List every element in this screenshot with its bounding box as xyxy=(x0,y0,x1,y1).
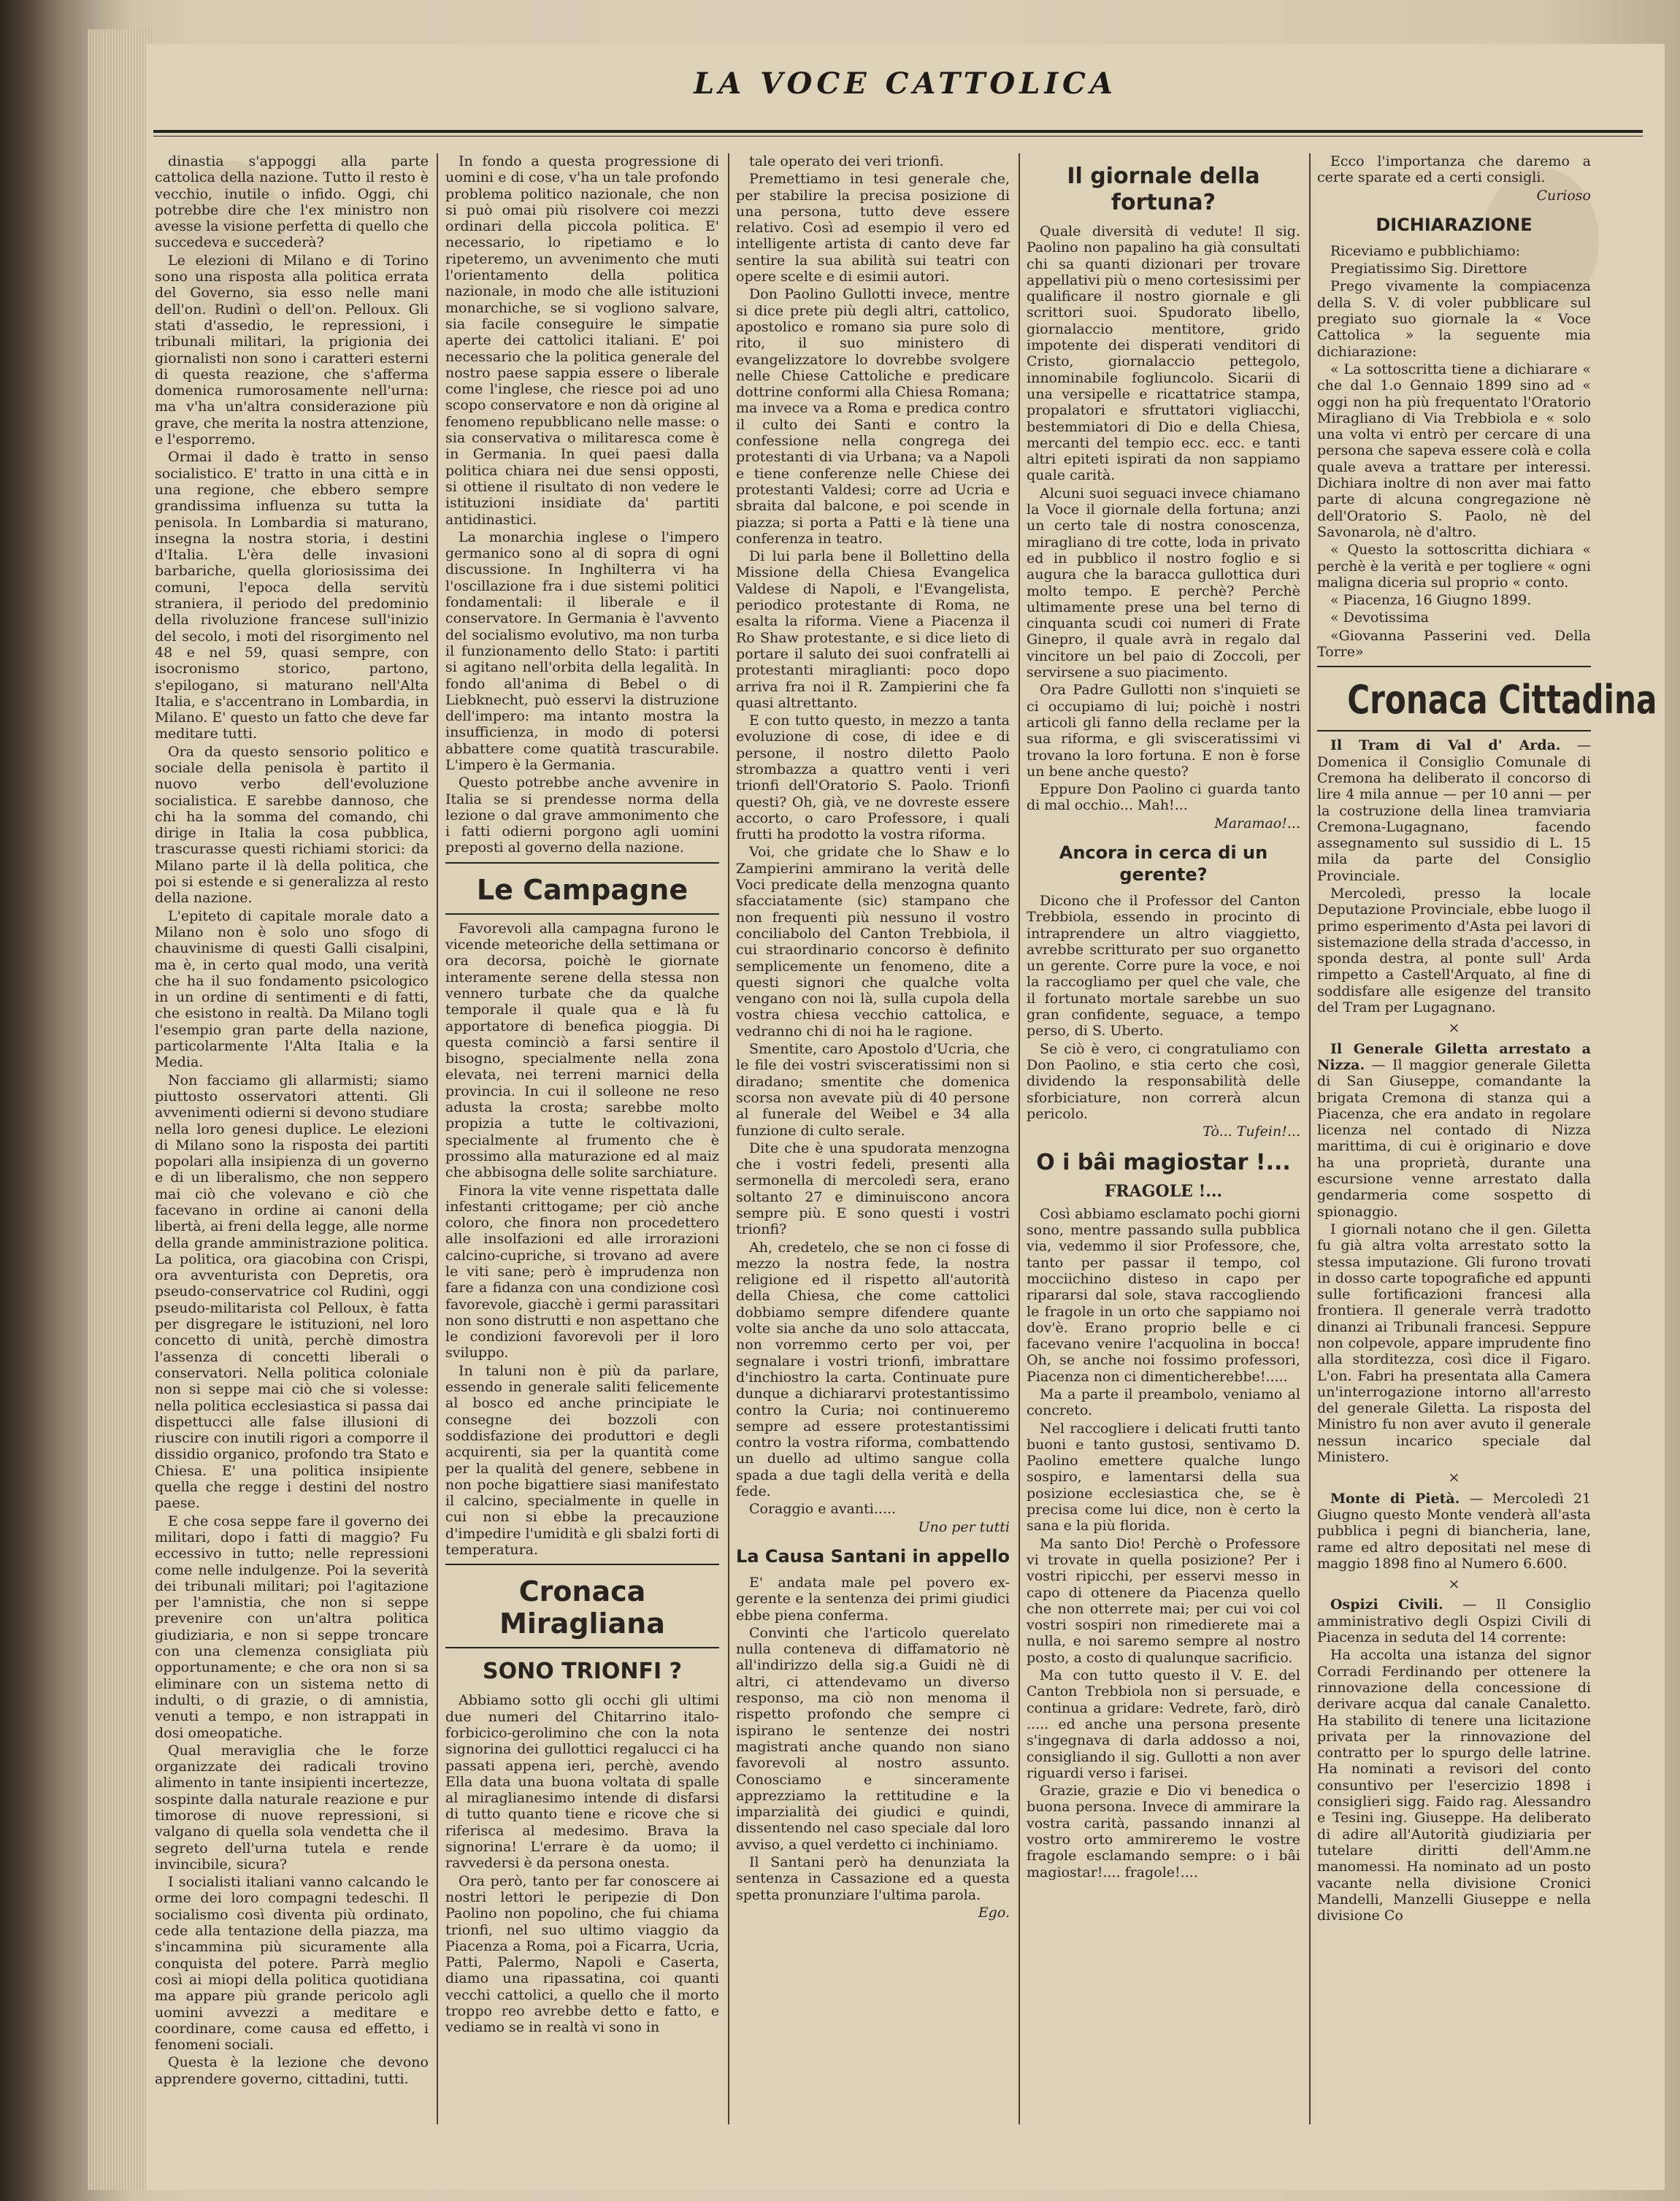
section-rule xyxy=(445,862,719,864)
article-paragraph: Don Paolino Gullotti invece, mentre si dice prete più degli altri, cattolico, apostolico e romano sia pure solo di rito, il suo ministero di evangelizzatore lo dovrebbe svolgere nelle Chiese Cattoliche e predicare dottrine conformi alla Chiesa Romana; ma invece va a Roma e predica contro il culto dei Santi e contro la confessione nella congrega dei protestanti di via Urbana; va a Napoli e tiene conferenze nelle Chiese dei protestanti Valdesi; corre ad Ucria e sbraita dal balcone, e poi scende in piazza; si porta a Patti e là tiene una conferenza in teatro. xyxy=(736,286,1010,547)
section-rule xyxy=(1317,730,1591,731)
news-item-more: Mercoledì, presso la locale Deputazione Provinciale, ebbe luogo il primo esperimento d'Asta pei lavori di sistemazione della strada d'accesso, in sponda destra, al ponte sull' Arda rimpetto a Castell'Arquato, al fine di soddisfare alle esigenze del transito del Tram per Lugagnano. xyxy=(1317,885,1591,1016)
article-signature: Maramao!... xyxy=(1214,815,1300,831)
article-paragraph: Eppure Don Paolino ci guarda tanto di mal occhio... Mah!... xyxy=(1027,781,1300,814)
news-item-text: — Il Consiglio amministrativo degli Ospizi Civili di Piacenza in seduta del 14 corrente: xyxy=(1317,1597,1591,1646)
article-paragraph: Ma santo Dio! Perchè o Professore vi trovate in quella posizione? Per i vostri ripicchi, per esservi messo in capo di ottenere da Piacenza quello che non otterrete mai; per cui voi col vostri sospiri non rimedierete mai a nulla, e noi saremo sempre al nostro posto, a costo di qualunque sacrificio. xyxy=(1027,1535,1300,1666)
article-paragraph: dinastia s'appoggi alla parte cattolica della nazione. Tutto il resto è vecchio, inutile o infido. Oggi, chi potrebbe dire che l'ex ministro non avesse la visione perfetta di quello che succedeva e succederà? xyxy=(155,153,429,251)
column-divider xyxy=(728,153,729,2124)
article-paragraph: L'epiteto di capitale morale dato a Milano non è solo uno sfogo di chauvinisme di questi Galli cisalpini, ma è, in certo qual modo, una verità che ha il suo fondamento psicologico in un ordine di sentimenti e di fatti, che esistono in realtà. Da Milano togli l'esempio gran parte della nazione, particolarmente l'Alta Italia e la Media. xyxy=(155,907,429,1071)
header-rule-thin xyxy=(153,136,1643,137)
news-item xyxy=(1317,1597,1591,1645)
section-title-cronaca-cittadina: Cronaca Cittadina xyxy=(1347,677,1657,723)
article-paragraph: tale operato dei veri trionfi. xyxy=(749,153,944,169)
article-paragraph: In fondo a questa progressione di uomini e di cose, v'ha un tale profondo problema politico nazionale, che non si può omai più risolvere coi mezzi ordinari della piccola politica. E' necessario, lo ripetiamo e lo ripeteremo, un avvenimento che muti l'orientamento della politica nazionale, in modo che alle istituzioni monarchiche, se si vogliono salvare, sia facile conseguire le simpatie aperte dei cattolici italiani. E' poi necessario che la politica generale del nostro paese sappia essere o liberale come l'inglese, che riesce poi ad uno scopo conservatore e non dà origine al fenomeno repubblicano nelle masse: o sia conservativa o militaresca come è in Germania. In quei paesi dalla politica chiara nei due sensi opposti, si ottiene il risultato di non vedere le istituzioni insidiate da' partiti antidinastici. xyxy=(445,153,719,528)
article-paragraph: In taluni non è più da parlare, essendo in generale saliti felicemente al bosco ed anche principiate le consegne dei bozzoli con soddisfazione dei produttori e degli acquirenti, sia per la quantità come per la qualità del genere, sebbene in non poche bigattiere siasi manifestato il calcino, specialmente in quelle in cui non si ebbe la precauzione d'impedire l'umidità e gli sbalzi forti di temperatura. xyxy=(445,1362,719,1559)
column-4 xyxy=(1027,153,1300,2124)
news-item-more: I giornali notano che il gen. Giletta fu già altra volta arrestato sotto la stessa imputazione. Gli furono trovati in dosso carte topografiche ed appunti sulle fortificazioni francesi alla frontiera. Il generale verrà tradotto dinanzi ai Tribunali francesi. Seppure non colpevole, appare imprudente fino alla storditezza, così dice il Figaro. L'on. Fabri ha presentata alla Camera un'interrogazione intorno all'arresto del generale Giletta. La risposta del Ministro fu non aver avuto il generale nessun incarico speciale dal Ministero. xyxy=(1317,1221,1591,1466)
article-paragraph: Smentite, caro Apostolo d'Ucria, che le file dei vostri svisceratissimi non si diradano; smentite che domenica scorsa non avevate più di 40 persone al funerale del Weibel e 34 alla funzione di culto serale. xyxy=(736,1041,1010,1139)
masthead-title: LA VOCE CATTOLICA xyxy=(694,66,1117,101)
article-signature: Curioso xyxy=(1536,187,1591,204)
article-paragraph: Ora però, tanto per far conoscere ai nostri lettori le peripezie di Don Paolino non popolino, che fui chiama trionfi, nel suo ultimo viaggio da Piacenza a Roma, poi a Ficarra, Ucria, Patti, Palermo, Napoli e Caserta, diamo una ripassatina, coi quanti vecchi cattolici, a quello che il morto troppo reo avrebbe detto e fatto, e vediamo se in realtà vi sono in xyxy=(445,1872,719,2036)
article-paragraph: Ma con tutto questo il V. E. del Canton Trebbiola non si persuade, e continua a gridare: Vedrete, farò, dirò ..... ed anche una persona presente s'ingegnava di darla addosso a noi, consigliando il sig. Gullotti a non aver riguardi verso i farisei. xyxy=(1027,1667,1300,1781)
article-paragraph: Nel raccogliere i delicati frutti tanto buoni e tanto gustosi, sentivamo D. Paolino emettere qualche lungo sospiro, e lamentarsi della sua posizione ecclesiastica che, se è precisa come lui dice, non è certo la sana e la più florida. xyxy=(1027,1420,1300,1534)
article-paragraph: Qual meraviglia che le forze organizzate dei radicali trovino alimento in tante insipienti incertezze, sospinte dalla naturale reazione e pur timorose di nuove repressioni, si valgano di quella sola vendetta che il segreto dell'urna tutela e rende invincibile, sicura? xyxy=(155,1742,429,1872)
news-item-lead: Ospizi Civili. xyxy=(1330,1597,1443,1613)
article-paragraph: Questo potrebbe anche avvenire in Italia se si prendesse norma della lezione o dal grave ammonimento che i fatti odierni porgono agli uomini preposti al governo della nazione. xyxy=(445,775,719,856)
column-1 xyxy=(155,153,429,2124)
article-paragraph: Premettiamo in tesi generale che, per stabilire la precisa posizione di una persona, tutto deve essere relativo. Così ad esempio il vero ed intelligente artista di canto deve far sentire la sua abilità sui teatri con opere scelte e di esimii autori. xyxy=(736,171,1010,285)
article-paragraph: Così abbiamo esclamato pochi giorni sono, mentre passando sulla pubblica via, vedemmo il sior Professore, che, tanto per passar il tempo, col mocciichino disteso in capo per ripararsi dal sole, stava raccogliendo le fragole in un orto che sappiamo noi dov'è. Erano proprio belle e ci facevano venire l'acquolina in bocca! Oh, se anche noi fossimo professori, Piacenza non ci dimenticherebbe!..... xyxy=(1027,1205,1300,1385)
article-signature: Tò... Tufein!... xyxy=(1203,1123,1300,1140)
article-title-magiostar: O i bâi magiostar !... xyxy=(1036,1150,1291,1176)
column-divider xyxy=(1309,153,1311,2124)
article-title-giornale-fortuna: Il giornale della fortuna? xyxy=(1067,164,1260,215)
separator-cross: × xyxy=(1448,1576,1460,1593)
article-signature: Ego. xyxy=(978,1904,1010,1921)
article-paragraph: « Piacenza, 16 Giugno 1899. xyxy=(1330,592,1532,609)
article-paragraph: Pregiatissimo Sig. Direttore xyxy=(1330,261,1527,277)
article-paragraph: Alcuni suoi seguaci invece chiamano la Voce il giornale della fortuna; anzi un certo tale di nostra conoscenza, miragliano di tre cotte, loda in privato ed in pubblico il nostro foglio e si augura che la baracca gullottica duri molto tempo. E perchè? Perchè ultimamente prese una bel terno di cinquanta scudi coi numeri di Frate Ginepro, il quale avrà in regalo dal vincitore un bel paio di Zoccoli, per servirsene a suo piacimento. xyxy=(1027,485,1300,681)
article-paragraph: Dite che è una spudorata menzogna che i vostri fedeli, presenti alla sermonella di mercoledì sera, erano soltanto 27 e diminuiscono ancora sempre più. E sono questi i vostri trionfi? xyxy=(736,1140,1010,1238)
article-title-sono-trionfi: SONO TRIONFI ? xyxy=(482,1659,682,1685)
article-paragraph: Dicono che il Professor del Canton Trebbiola, essendo in procinto di intraprendere un altro viaggietto, avrebbe scritturato per suo organetto un gerente. Corre pure la voce, e noi la raccogliamo per quel che vale, che il fortunato mortale sarebbe un suo gran confidente, seguace, a tempo perso, di S. Uberto. xyxy=(1027,892,1300,1040)
section-rule xyxy=(1317,666,1591,667)
article-paragraph: Grazie, grazie e Dio vi benedica o buona persona. Invece di ammirare la vostra carità, passando innanzi al vostro orto ammireremo le vostre fragole esclamando sempre: o i bâi magiostar!.... fragole!.... xyxy=(1027,1783,1300,1881)
news-item xyxy=(1317,1041,1591,1220)
column-3 xyxy=(736,153,1010,2124)
article-paragraph: Di lui parla bene il Bollettino della Missione della Chiesa Evangelica Valdese di Napoli, e l'Evangelista, periodico protestante di Roma, ne esalta la riforma. Viene a Piacenza il Ro Shaw protestante, e si dice lieto di portare il saluto dei suoi confratelli ai protestanti miraglianti: poco dopo arriva fra noi il R. Zampierini che fa quasi altrettanto. xyxy=(736,548,1010,711)
article-subtitle-fragole: FRAGOLE !... xyxy=(1104,1182,1223,1202)
article-paragraph: Ora Padre Gullotti non s'inquieti se ci occupiamo di lui; poichè i nostri articoli gli fanno della reclame per la sua riforma, e gli svisceratissimi vi trovano la loro fortuna. E non è forse un bene anche questo? xyxy=(1027,682,1300,780)
article-paragraph: E con tutto questo, in mezzo a tanta evoluzione di cose, di idee e di persone, il nostro diletto Paolo strombazza a quattro venti i veri trionfi dell'Oratorio S. Paolo. Trionfi questi? Oh, già, ve ne dovreste essere accorto, o caro Professore, i quali frutti ha prodotto la vostra riforma. xyxy=(736,712,1010,843)
news-item xyxy=(1317,1491,1591,1572)
news-item-lead: Monte di Pietà. xyxy=(1330,1490,1460,1507)
section-rule xyxy=(445,1647,719,1648)
article-title-gerente: Ancora in cerca di un gerente? xyxy=(1059,842,1268,885)
separator-cross: × xyxy=(1448,1470,1460,1486)
article-paragraph: Il Santani però ha denunziata la sentenza in Cassazione ed a questa spetta pronunziare l'ultima parola. xyxy=(736,1854,1010,1903)
article-paragraph: Voi, che gridate che lo Shaw e lo Zampierini ammirano la verità delle Voci predicate della menzogna quanto sfacciatamente (sic) stampano che non frequenti più nessuno il vostro conciliabolo del Canton Trebbiola, il cui straordinario concorso è definito semplicemente un fenomeno, dite a questi signori che qualche volta vengano con noi là, sulla cupola della vostra chiesa vecchio cattolica, e vedranno chi di noi ha le ragione. xyxy=(736,844,1010,1040)
column-5 xyxy=(1317,153,1657,2124)
article-paragraph: «Giovanna Passerini ved. Della Torre» xyxy=(1317,627,1591,661)
article-paragraph: Le elezioni di Milano e di Torino sono una risposta alla politica errata del Governo, sia esso nelle mani dell'on. Rudinì o dell'on. Pelloux. Gli stati d'assedio, le repressioni, i tribunali militari, la prigionia dei giornalisti non sono i caratteri esterni di questa reazione, che s'afferma domenica rumorosamente nell'urna: ma v'ha un'altra considerazione più grave, che merita la nostra attenzione, e l'esporremo. xyxy=(155,252,429,448)
news-item-lead: Il Tram di Val d' Arda. xyxy=(1330,737,1561,754)
article-paragraph: « Devotissima xyxy=(1330,610,1429,626)
article-signature: Uno per tutti xyxy=(918,1518,1010,1535)
article-paragraph: Convinti che l'articolo querelato nulla conteneva di diffamatorio nè all'indirizzo della sig.a Guidi nè di altri, ci attendevamo un diverso responso, ma ciò non menoma il rispetto profondo che sempre ci ispirano le sentenze dei nostri magistrati anche quando non siano favorevoli al nostro assunto. Conosciamo e sinceramente apprezziamo la rettitudine e la imparzialità dei giudici e quindi, dissentendo nel caso speciale dal loro avviso, a quel verdetto ci inchiniamo. xyxy=(736,1624,1010,1853)
page-stack-edge xyxy=(88,29,153,2190)
section-title-cronaca-miragliana: Cronaca Miragliana xyxy=(499,1575,665,1640)
article-title-dichiarazione: DICHIARAZIONE xyxy=(1376,214,1533,235)
article-paragraph: « La sottoscritta tiene a dichiarare « che dal 1.o Gennaio 1899 sino ad « oggi non ha più frequentato l'Oratorio Miragliano di Via Trebbiola e « solo una volta vi entrò per cercare di una persona che sapeva essere colà e colla quale aveva a trattare per interessi. Dichiara inoltre di non aver mai fatto parte di alcuna congregazione nè dell'Oratorio S. Paolo, nè del Savonarola, nè d'altro. xyxy=(1317,361,1591,540)
article-paragraph: Ecco l'importanza che daremo a certe sparate ed a certi consigli. xyxy=(1317,153,1591,186)
section-title-campagne: Le Campagne xyxy=(476,873,689,906)
article-paragraph: Ora da questo sensorio politico e sociale della penisola è partito il nuovo verbo dell'evoluzione socialistica. E sarebbe dannoso, che chi ha la somma del comando, chi dirige in Italia la cosa pubblica, trascurasse questi richiami storici: da Milano parte il là della politica, che poi si estende e si generalizza al resto della nazione. xyxy=(155,743,429,907)
article-paragraph: Coraggio e avanti..... xyxy=(749,1501,897,1518)
article-paragraph: Ormai il dado è tratto in senso socialistico. E' tratto in una città e in una regione, che ebbero sempre grandissima influenza su tutta la penisola. In Lombardia si maturano, insegna la nostra storia, i destini d'Italia. L'èra delle invasioni barbariche, quella gloriosissima dei comuni, l'epoca della servitù straniera, il periodo del predominio della rivoluzione francese sull'inizio del secolo, i moti del risorgimento nel 48 e nel 59, quasi sempre, con isocronismo storico, partono, s'epilogano, si maturano nell'Alta Italia, e s'accentrano in Lombardia, in Milano. E' questo un fatto che deve far meditare tutti. xyxy=(155,449,429,742)
article-paragraph: Non facciamo gli allarmisti; siamo piuttosto osservatori attenti. Gli avvenimenti odierni si devono studiare nella loro genesi duplice. Le elezioni di Milano sono la risposta dei partiti popolari alla insipienza di un governo e di un liberalismo, che non seppero mai ciò che volevano e ciò che facevano in ordine ai canoni della libertà, ai freni della legge, alle norme della grande amministrazione politica. La politica, ora giacobina con Crispi, ora avventurista con Depretis, ora pseudo-conservatrice col Rudinì, oggi pseudo-militarista col Pelloux, è fatta per disgregare le istituzioni, nel loro concetto di unità, perchè dimostra l'assenza di concetti liberali o conservatori. Nella politica coloniale non si seppe mai ciò che si volesse: nella politica ecclesiastica si passa dai dispettucci alle false illusioni di riuscire con inutili rigori a comporre il dissidio organico, profondo tra Stato e Chiesa. E' una politica insipiente quella che regge i destini del nostro paese. xyxy=(155,1072,429,1512)
news-item-text: — Domenica il Consiglio Comunale di Cremona ha deliberato il concorso di lire 4 mila annue — per 10 anni — per la costruzione della linea tramviaria Cremona-Lugagnano, facendo assegnamento sul sussidio di L. 15 mila da parte del Consiglio Provinciale. xyxy=(1317,737,1591,884)
newspaper-page xyxy=(146,44,1665,2190)
news-item-text: — Mercoledì 21 Giugno questo Monte venderà all'asta pubblica i pegni di biancheria, lane, rame ed altro depositati nel mese di maggio 1898 fino al Numero 6.600. xyxy=(1317,1490,1591,1572)
article-paragraph: I socialisti italiani vanno calcando le orme dei loro compagni tedeschi. Il socialismo così diventa più ordinato, cede alla tentazione della piazza, ma s'incammina più sicuramente alla conquista del potere. Parrà meglio così ai miopi della politica quotidiana ma appare più grande pericolo agli uomini avvezzi a meditare e coordinare, come causa ed effetto, i fenomeni sociali. xyxy=(155,1874,429,2054)
column-divider xyxy=(1019,153,1020,2124)
news-item xyxy=(1317,737,1591,884)
article-paragraph: Prego vivamente la compiacenza della S. V. di voler pubblicare sul pregiato suo giornale la « Voce Cattolica » la seguente mia dichiarazione: xyxy=(1317,278,1591,360)
section-rule xyxy=(445,1564,719,1565)
article-paragraph: Finora la vite venne rispettata dalle infestanti crittogame; per ciò anche coloro, che finora non procedettero alle insolfazioni ed alle irrorazioni calcino-cupriche, si trovano ad avere le viti sane; però è imprudenza non fare a fidanza con una condizione così favorevole, giacchè i germi parassitari non sono distrutti e non aspettano che le condizioni favorevoli per il loro sviluppo. xyxy=(445,1182,719,1361)
article-paragraph: Riceviamo e pubblichiamo: xyxy=(1330,242,1521,259)
news-item-more: Ha accolta una istanza del signor Corradi Ferdinando per ottenere la rinnovazione della concessione di derivare acqua dal canale Canaletto. Ha stabilito di tenere una licitazione privata per la rinnovazione del contratto per lo spurgo delle latrine. Ha nominati a revisori del conto consuntivo per l'esercizio 1898 i consiglieri sigg. Faido rag. Alessandro e Tesini ing. Giuseppe. Ha deliberato di adire all'Autorità giudiziaria per tutelare diritti dell'Amm.ne manomessi. Ha nominato ad un posto vacante nella divisione Cronici Mandelli, Manzelli Giuseppe e nella divisione Co xyxy=(1317,1647,1591,1924)
article-paragraph: Ah, credetelo, che se non ci fosse di mezzo la nostra fede, la nostra religione ed il rispetto all'autorità della Chiesa, che come cattolici dobbiamo sempre difendere quante volte sia anche da uno solo attaccata, non vorremmo certo per voi, per segnalare i vostri trionfi, imbrattare d'inchiostro la carta. Continuate pure dunque a dichiararvi protestantissimo contro la Curia; noi continueremo sempre ad essere protestantissimi contro la vostra riforma, combattendo un duello ad ultimo sangue colla spada a due tagli della verità e della fede. xyxy=(736,1239,1010,1500)
news-item-lead: Il Generale Giletta arrestato a Nizza. xyxy=(1317,1040,1591,1073)
column-divider xyxy=(437,153,438,2124)
column-2 xyxy=(445,153,719,2124)
article-title-causa-santani: La Causa Santani in appello xyxy=(736,1545,1010,1567)
news-item-text: — Il maggior generale Giletta di San Giuseppe, comandante la brigata Cremona di stanza qui a Piacenza, che era andato in regolare licenza nel contado di Nizza marittima, di cui è originario e dove ha una proprietà, durante una escursione venne arrestato dalla gendarmeria come sospetto di spionaggio. xyxy=(1317,1056,1591,1220)
article-paragraph: Quale diversità di vedute! Il sig. Paolino non papalino ha già consultati chi sa quanti dizionari per trovare appellativi più o meno cortesissimi per qualificare il nostro giornale e gli scrittori suoi. Spudorato libello, giornalaccio mentitore, grido impotente dei disperati venditori di Cristo, giornalaccio pettegolo, innominabile fogliuncolo. Sicarii di una versipelle e ricattatrice stampa, propalatori e sfruttatori vigliacchi, bestemmiatori di Dio e della Chiesa, mercanti del tempio ecc. ecc. e tanti altri epiteti ispirati da non sappiamo quale carità. xyxy=(1027,223,1300,484)
section-rule xyxy=(445,913,719,915)
article-paragraph: E che cosa seppe fare il governo dei militari, dopo i fatti di maggio? Fu eccessivo in tutto; nelle repressioni come nelle indulgenze. Poi la severità dei tribunali militari; poi l'agitazione per l'amnistia, che non si seppe prevenire con un'altra politica giudiziaria, e non si seppe troncare con una clemenza consigliata più opportunamente; e che ora non si sa eliminare con un sistema netto di indulti, o di grazie, o di amnistia, venuti a tempo, e non istrappati in dosi omeopatiche. xyxy=(155,1513,429,1741)
article-paragraph: « Questo la sottoscritta dichiara « perchè è la verità e per togliere « ogni maligna diceria sul proprio « conto. xyxy=(1317,542,1591,591)
article-paragraph: Se ciò è vero, ci congratuliamo con Don Paolino, e stia certo che così, dividendo la responsabilità delle sforbiciature, non correrà alcun pericolo. xyxy=(1027,1040,1300,1122)
article-paragraph: Ma a parte il preambolo, veniamo al concreto. xyxy=(1027,1386,1300,1419)
article-paragraph: Questa è la lezione che devono apprendere governo, cittadini, tutti. xyxy=(155,2054,429,2087)
article-paragraph: Favorevoli alla campagna furono le vicende meteoriche della settimana or ora decorsa, poichè le giornate interamente serene della stessa non vennero turbate che da qualche temporale il quale qua e là fu apportatore di benefica pioggia. Di questa cominciò a farsi sentire il bisogno, specialmente nella zona elevata, nei terreni marnici della provincia. In cui il solleone ne reso adusta la crosta; sarebbe molto propizia a tutte le coltivazioni, specialmente al frumento che è prossimo alla maturazione ed al maiz che abbisogna delle solite sarchiature. xyxy=(445,920,719,1181)
separator-cross: × xyxy=(1448,1020,1460,1037)
article-paragraph: E' andata male pel povero ex-gerente e la sentenza dei primi giudici ebbe piena conferma. xyxy=(736,1574,1010,1624)
article-paragraph: La monarchia inglese o l'impero germanico sono al di sopra di ogni discussione. In Inghilterra vi ha l'oscillazione fra i due sistemi politici fondamentali: il liberale e il conservatore. In Germania è l'avvento del socialismo evolutivo, ma non turba il funzionamento dello Stato: i partiti si agitano nell'orbita della legalità. In fondo all'anima di Bebel o di Liebknecht, può esservi la distruzione dell'impero: ma intanto mostra la insufficienza, in modo di potersi abbattere come quatità trascurabile. L'impero è la Germania. xyxy=(445,529,719,773)
header-rule xyxy=(153,130,1643,133)
article-paragraph: Abbiamo sotto gli occhi gli ultimi due numeri del Chitarrino italo-forbicico-gerolimino che con la nota signorina dei gullottici regalucci ci ha passati appena ieri, perchè, avendo Ella data una buona voltata di spalle al miraglianesimo intende di disfarsi di tutto quanto tiene e ricove che si riferisca al medesimo. Brava la signorina! L'errare è da uomo; il ravvedersi è da persona onesta. xyxy=(445,1692,719,1872)
